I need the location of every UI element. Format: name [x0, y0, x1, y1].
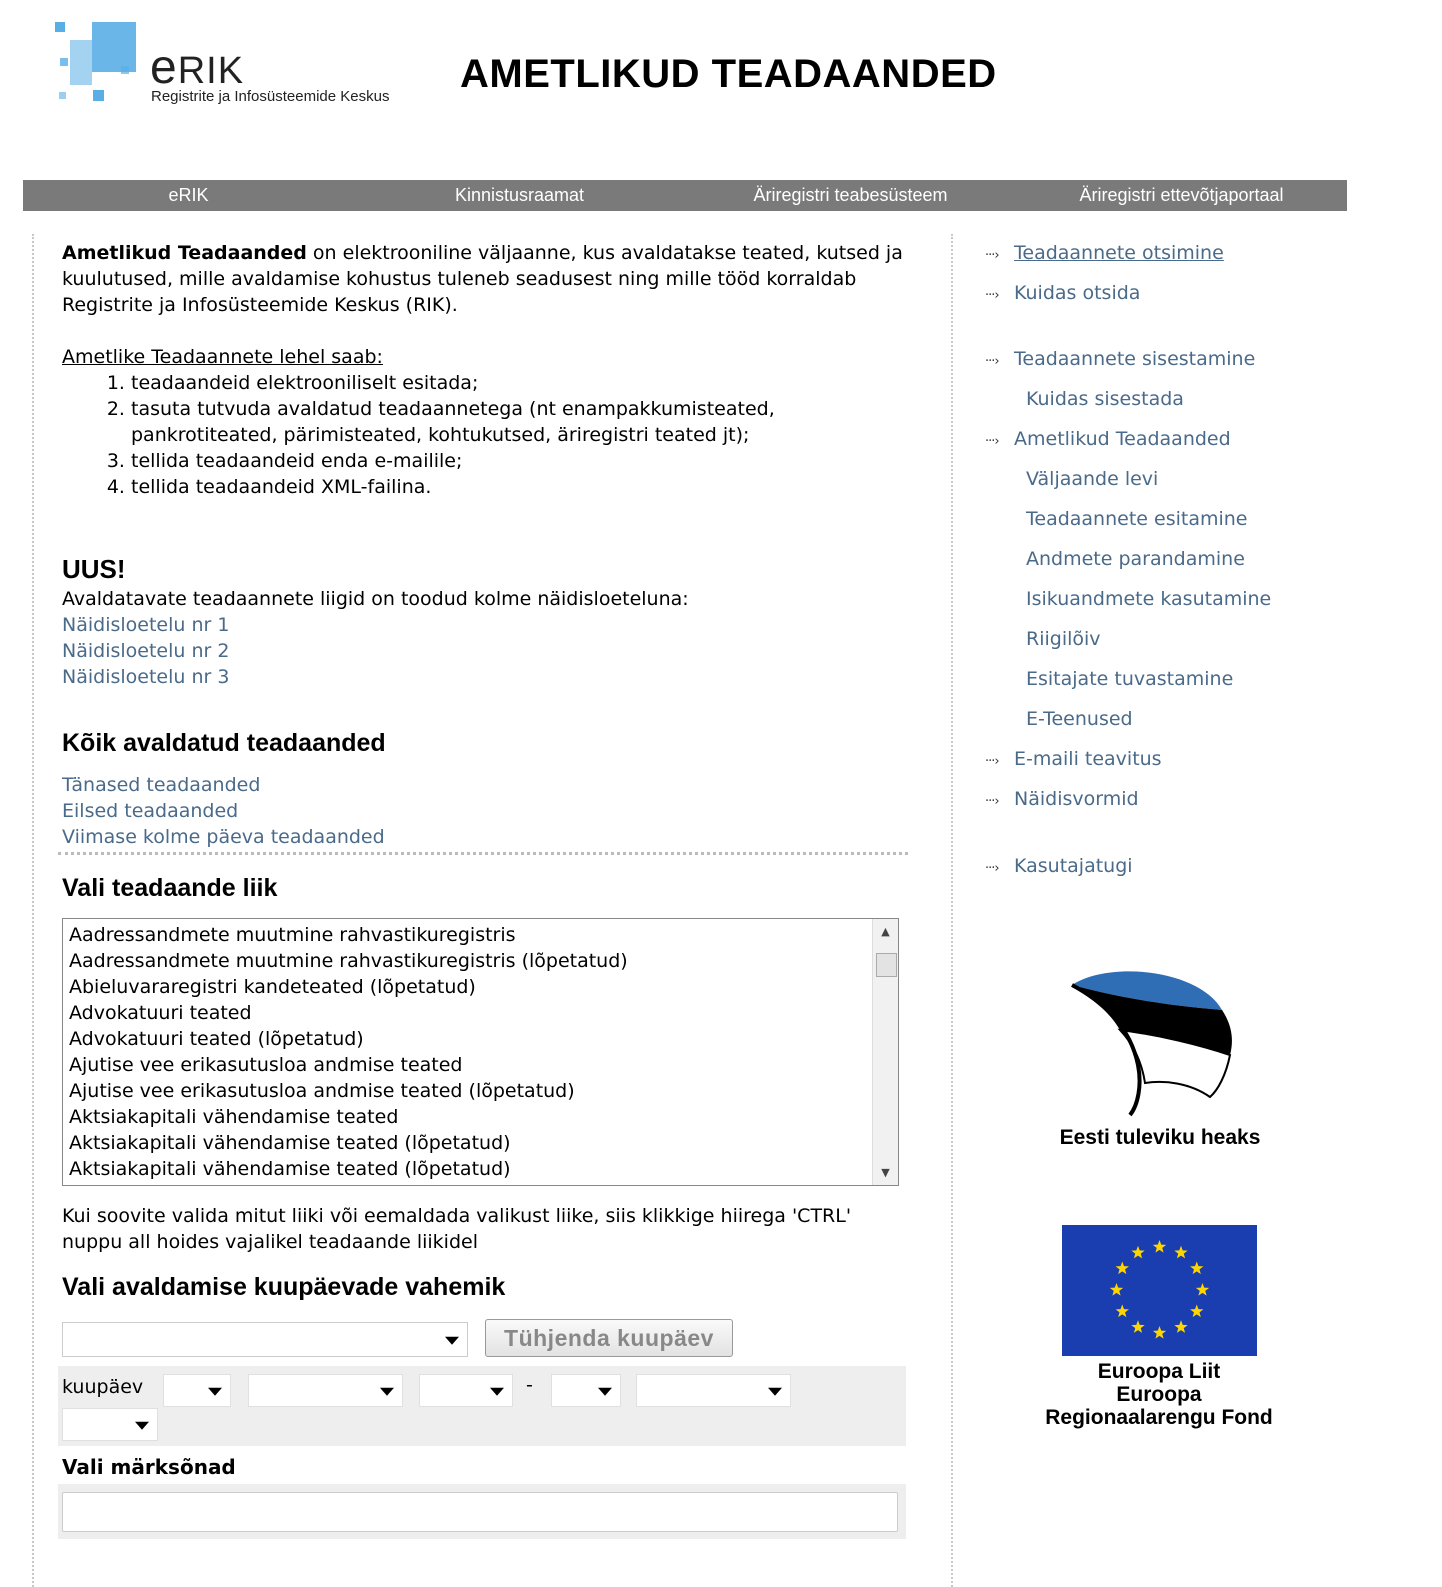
scroll-down-icon[interactable]: ▼	[881, 1166, 890, 1179]
star-icon	[1153, 1240, 1166, 1253]
type-heading: Vali teadaande liik	[62, 874, 278, 902]
list-item[interactable]: Advokatuuri teated	[69, 1002, 252, 1024]
sidebar-item-kasutajatugi[interactable]: ···› Kasutajatugi	[985, 855, 1133, 877]
star-icon	[1153, 1326, 1166, 1339]
sidebar-item-isikuandmete-kasutamine[interactable]: Isikuandmete kasutamine	[1026, 588, 1272, 610]
logo-subtitle: Registrite ja Infosüsteemide Keskus	[151, 88, 390, 105]
start-month-select[interactable]	[248, 1374, 403, 1407]
yesterdays-notices-link[interactable]: Eilsed teadaanded	[62, 800, 239, 822]
star-icon	[1190, 1305, 1203, 1318]
sample-list-link-1[interactable]: Näidisloetelu nr 1	[62, 614, 230, 636]
nav-ariregistri-ettevotjaportaal[interactable]: Äriregistri ettevõtjaportaal	[1079, 185, 1284, 205]
arrow-right-icon: ···›	[985, 354, 999, 369]
keywords-input[interactable]	[62, 1492, 898, 1532]
end-year-select[interactable]	[62, 1408, 158, 1441]
sidebar-item-riigiloiv[interactable]: Riigilõiv	[1026, 628, 1101, 650]
list-item: 1. teadaandeid elektrooniliselt esitada;	[131, 370, 907, 396]
sidebar-item-esitajate-tuvastamine[interactable]: Esitajate tuvastamine	[1026, 668, 1234, 690]
list-item[interactable]: Ajutise vee erikasutusloa andmise teated	[69, 1054, 463, 1076]
logo-wordmark: eRIK	[150, 41, 245, 94]
sidebar-item-teadaannete-sisestamine[interactable]: ···› Teadaannete sisestamine	[985, 348, 1256, 370]
list-item[interactable]: Abieluvararegistri kandeteated (lõpetatud)	[69, 976, 476, 998]
sidebar-item-valjaande-levi[interactable]: Väljaande levi	[1026, 468, 1159, 490]
sidebar-item-kuidas-sisestada[interactable]: Kuidas sisestada	[1026, 388, 1184, 410]
chevron-down-icon	[380, 1387, 394, 1395]
nav-ariregistri-teabesusteem[interactable]: Äriregistri teabesüsteem	[753, 185, 948, 205]
arrow-right-icon: ···›	[985, 434, 999, 449]
list-item[interactable]: Advokatuuri teated (lõpetatud)	[69, 1028, 364, 1050]
sidebar-item-e-maili-teavitus[interactable]: ···› E-maili teavitus	[985, 748, 1162, 770]
can-do-title: Ametlike Teadaannete lehel saab:	[62, 346, 383, 368]
main-content	[62, 240, 907, 850]
todays-notices-link[interactable]: Tänased teadaanded	[62, 774, 261, 796]
star-icon	[1174, 1246, 1187, 1259]
date-panel	[58, 1366, 906, 1446]
intro-rest: on elektrooniline väljaanne, kus avaldatakse teated, kutsed ja kuulutused, mille avaldamise kohustus tuleneb seadusest ning mille tööd korraldab Registrite ja Infosüsteemide Keskus (RIK).	[62, 242, 903, 316]
list-item[interactable]: Aktsiakapitali vähendamise teated	[69, 1106, 399, 1128]
eesti-tuleviku-heaks-logo[interactable]	[1050, 965, 1270, 1155]
top-nav	[23, 180, 1347, 211]
new-heading: UUS!	[62, 554, 126, 584]
list-item[interactable]: Aktsiakapitali vähendamise teated (lõpetatud)	[69, 1132, 511, 1154]
star-icon	[1196, 1283, 1209, 1296]
sidebar-item-teadaannete-esitamine[interactable]: Teadaannete esitamine	[1026, 508, 1248, 530]
date-heading: Vali avaldamise kuupäevade vahemik	[62, 1273, 506, 1301]
chevron-down-icon	[208, 1387, 222, 1395]
can-do-list	[62, 370, 907, 500]
intro-bold: Ametlikud Teadaanded	[62, 242, 307, 264]
clear-date-button[interactable]: Tühjenda kuupäev	[485, 1319, 733, 1357]
star-icon	[1116, 1262, 1129, 1275]
sidebar-item-teadaannete-otsimine[interactable]: ···› Teadaannete otsimine	[985, 242, 1224, 264]
chevron-down-icon	[445, 1336, 459, 1344]
star-icon	[1131, 1320, 1144, 1333]
sidebar-item-e-teenused[interactable]: E-Teenused	[1026, 708, 1133, 730]
erik-logo[interactable]	[55, 18, 435, 113]
sidebar-item-andmete-parandamine[interactable]: Andmete parandamine	[1026, 548, 1245, 570]
start-year-select[interactable]	[419, 1374, 513, 1407]
star-icon	[1131, 1246, 1144, 1259]
date-separator: -	[526, 1374, 533, 1396]
list-item[interactable]: Ajutise vee erikasutusloa andmise teated (lõpetatud)	[69, 1080, 575, 1102]
arrow-right-icon: ···›	[985, 248, 999, 263]
sidebar-item-naidisvormid[interactable]: ···› Näidisvormid	[985, 788, 1139, 810]
date-range-select[interactable]	[62, 1322, 468, 1357]
chevron-down-icon	[135, 1421, 149, 1429]
listbox-scrollbar[interactable]	[872, 919, 898, 1185]
sample-list-link-2[interactable]: Näidisloetelu nr 2	[62, 640, 230, 662]
star-icon	[1190, 1262, 1203, 1275]
sidebar-item-ametlikud-teadaanded[interactable]: ···› Ametlikud Teadaanded	[985, 428, 1231, 450]
last-three-days-link[interactable]: Viimase kolme päeva teadaanded	[62, 826, 385, 848]
star-icon	[1174, 1320, 1187, 1333]
nav-kinnistusraamat[interactable]: Kinnistusraamat	[454, 185, 585, 205]
chevron-down-icon	[490, 1387, 504, 1395]
end-month-select[interactable]	[636, 1374, 791, 1407]
eu-caption	[1030, 1360, 1288, 1429]
sidebar-item-kuidas-otsida[interactable]: ···› Kuidas otsida	[985, 282, 1141, 304]
notice-type-listbox[interactable]	[62, 918, 899, 1186]
eu-flag-logo[interactable]	[1062, 1225, 1257, 1356]
list-item[interactable]: Aadressandmete muutmine rahvastikuregistris (lõpetatud)	[69, 950, 628, 972]
flag-caption: Eesti tuleviku heaks	[1059, 1126, 1261, 1149]
list-item[interactable]: Aadressandmete muutmine rahvastikuregistris	[69, 924, 516, 946]
eu-caption-line: Euroopa	[1116, 1383, 1202, 1406]
eu-stars-icon	[1062, 1225, 1257, 1356]
keywords-label: Vali märksõnad	[62, 1455, 236, 1479]
date-label: kuupäev	[62, 1376, 144, 1398]
list-item: 3. tellida teadaandeid enda e-mailile;	[131, 448, 907, 474]
arrow-right-icon: ···›	[985, 861, 999, 876]
star-icon	[1110, 1283, 1123, 1296]
list-item: 4. tellida teadaandeid XML-failina.	[131, 474, 907, 500]
all-notices-heading: Kõik avaldatud teadaanded	[62, 729, 386, 757]
section-divider	[58, 852, 908, 855]
new-text: Avaldatavate teadaannete liigid on toodud kolme näidisloeteluna:	[62, 588, 689, 610]
multi-select-hint: Kui soovite valida mitut liiki või eemaldada valikust liike, siis klikkige hiirega 'CTRL' nuppu all hoides vajalikel teadaande liikidel	[62, 1205, 852, 1253]
nav-erik[interactable]: eRIK	[168, 185, 209, 205]
scroll-up-icon[interactable]: ▲	[881, 925, 890, 938]
chevron-down-icon	[598, 1387, 612, 1395]
eu-caption-line: Euroopa Liit	[1097, 1360, 1221, 1383]
chevron-down-icon	[768, 1387, 782, 1395]
star-icon	[1116, 1305, 1129, 1318]
scroll-thumb[interactable]	[876, 953, 897, 977]
right-divider	[951, 234, 953, 1587]
left-divider	[32, 234, 34, 1587]
intro-text	[62, 240, 907, 318]
keywords-panel	[58, 1484, 906, 1539]
arrow-right-icon: ···›	[985, 794, 999, 809]
arrow-right-icon: ···›	[985, 754, 999, 769]
page-title: AMETLIKUD TEADAANDED	[460, 52, 997, 96]
end-day-select[interactable]	[551, 1374, 621, 1407]
eu-caption-line: Regionaalarengu Fond	[1045, 1406, 1273, 1429]
arrow-right-icon: ···›	[985, 288, 999, 303]
flag-sail-icon	[1050, 965, 1270, 1125]
list-item: 2. tasuta tutvuda avaldatud teadaannetega (nt enampakkumisteated, pankrotiteated, pärimisteated, kohtukutsed, äriregistri teated jt);	[131, 396, 907, 448]
list-item[interactable]: Aktsiakapitali vähendamise teated (lõpetatud)	[69, 1158, 511, 1180]
sample-list-link-3[interactable]: Näidisloetelu nr 3	[62, 666, 230, 688]
start-day-select[interactable]	[163, 1374, 231, 1407]
